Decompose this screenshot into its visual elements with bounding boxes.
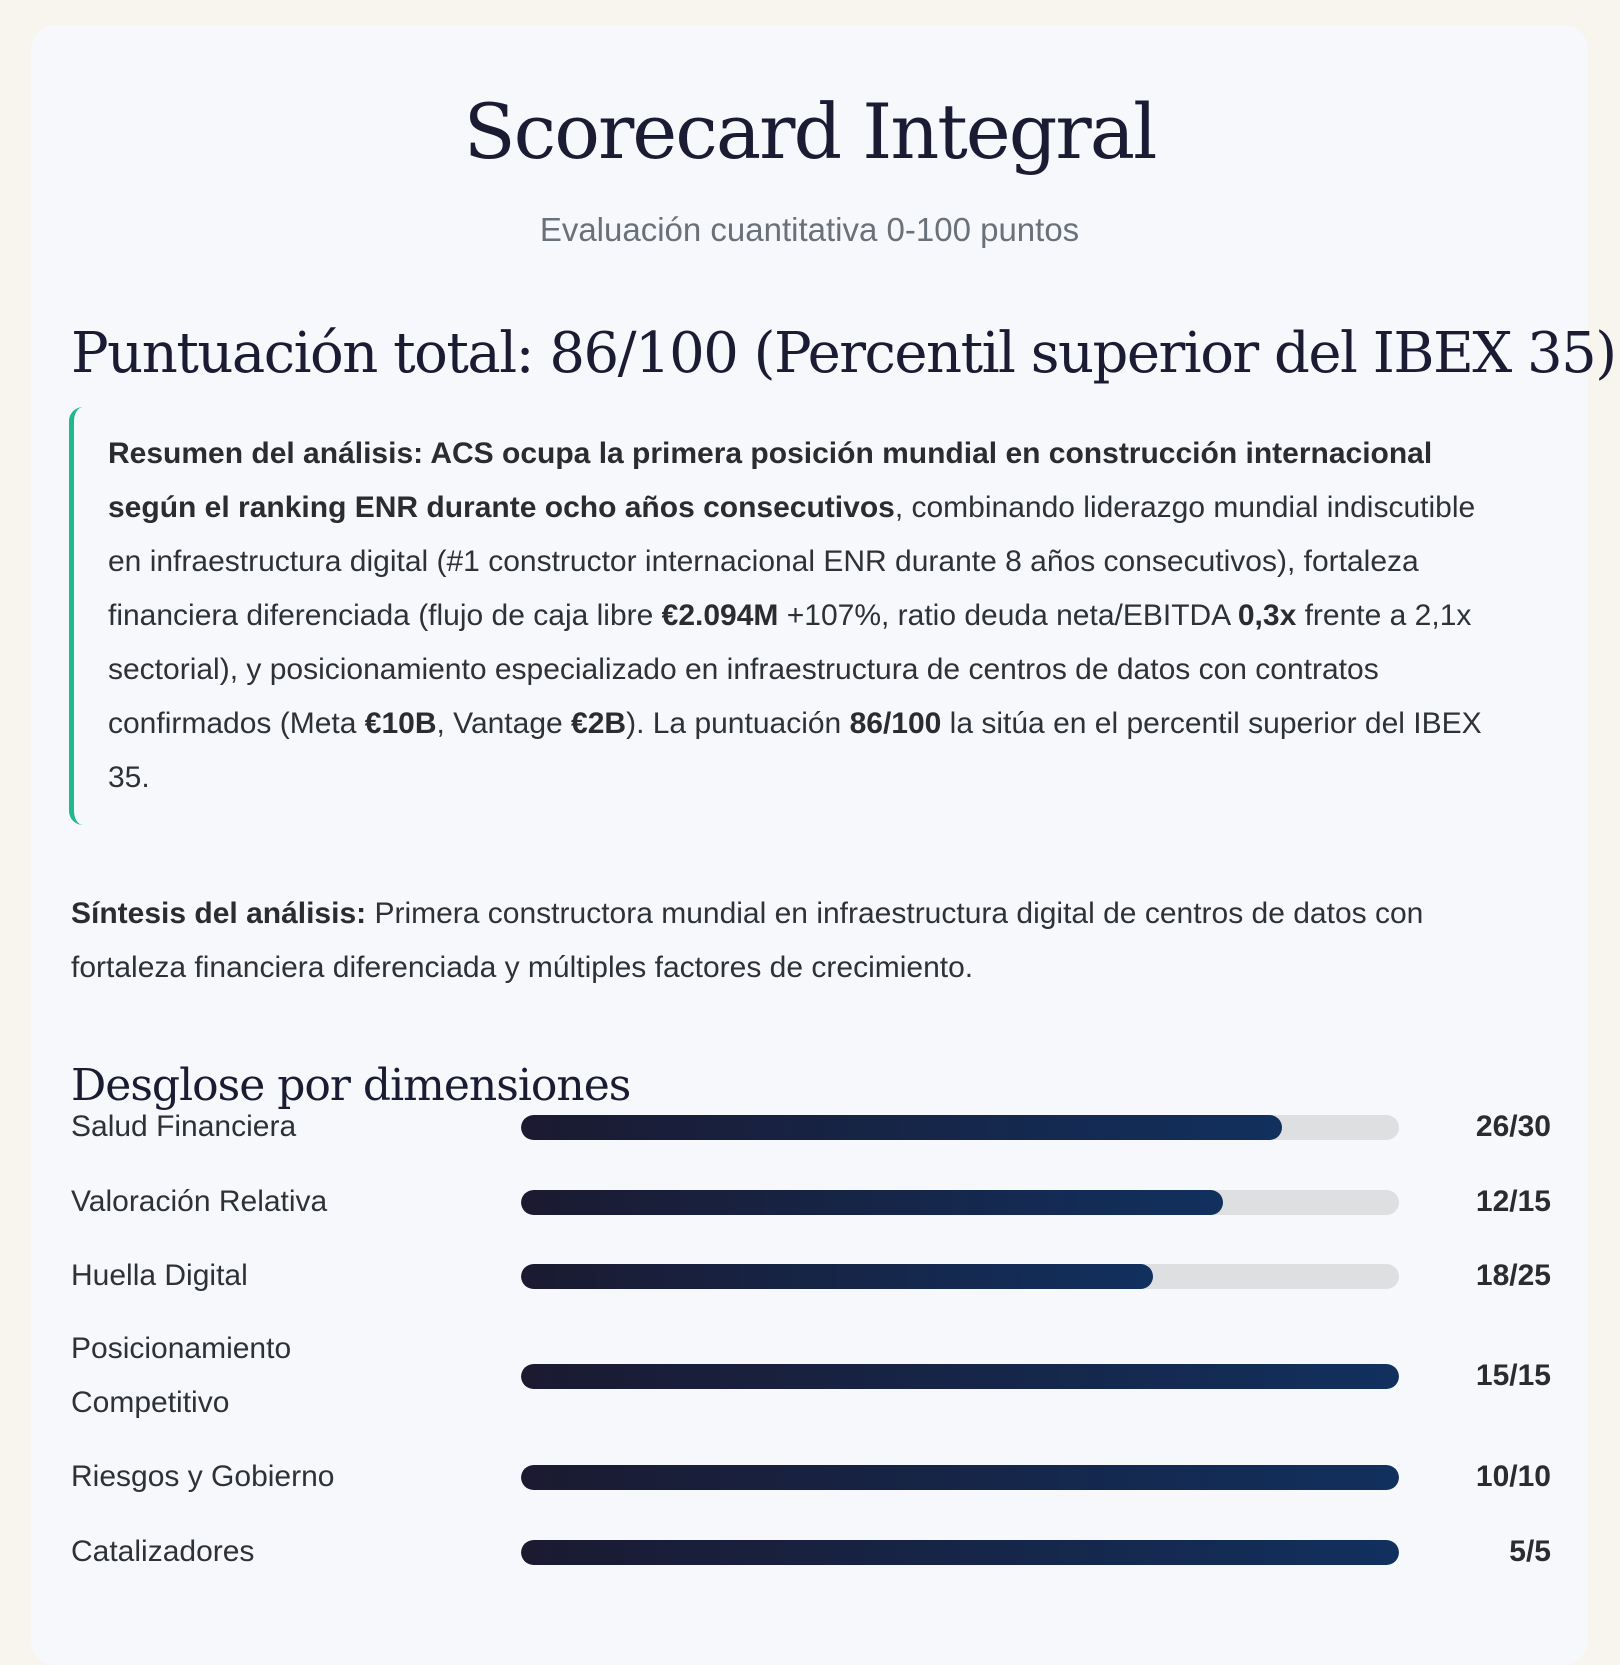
score-bar-fill — [521, 1264, 1153, 1289]
summary-text: , combinando liderazgo mundial indiscutible en infraestructura digital (#1 constructor internacional ENR durante 8 años consecutivos), fortaleza financiera diferenciada (flujo de caja libre — [108, 491, 1476, 632]
score-bar-fill — [521, 1364, 1399, 1389]
analysis-synthesis — [71, 887, 1541, 995]
score-bar-track — [521, 1540, 1399, 1565]
dimension-label: Salud Financiera — [71, 1110, 297, 1143]
summary-text: ). La puntuación — [626, 707, 850, 740]
dimension-row — [71, 1322, 1551, 1430]
dimension-label: Riesgos y Gobierno — [71, 1460, 335, 1493]
summary-vantage-contract: €2B — [571, 707, 627, 740]
summary-debt-ratio: 0,3x — [1237, 599, 1297, 632]
summary-text: , Vantage — [436, 707, 572, 740]
score-bar-fill — [521, 1115, 1282, 1140]
breakdown-title: Desglose por dimensiones — [71, 1060, 631, 1111]
dimension-label: Valoración Relativa — [71, 1185, 328, 1218]
summary-text: la sitúa en el percentil superior del IBEX 35. — [108, 707, 1482, 794]
dimension-row — [71, 1249, 1551, 1303]
dimension-score: 15/15 — [1475, 1359, 1551, 1392]
page-title: Scorecard Integral — [463, 87, 1156, 176]
dimension-label: Huella Digital — [71, 1259, 248, 1292]
summary-text: +107%, ratio deuda neta/EBITDA — [778, 599, 1238, 632]
scorecard-card — [31, 25, 1616, 1665]
summary-text: frente a 2,1x sectorial), y posicionamiento especializado en infraestructura de centros de datos con contratos confirmados (Meta — [108, 599, 1472, 740]
score-bar-fill — [521, 1540, 1399, 1565]
dimension-score: 12/15 — [1475, 1185, 1551, 1218]
dimension-row — [71, 1175, 1551, 1229]
score-bar-fill — [521, 1465, 1399, 1490]
score-bar-track — [521, 1115, 1399, 1140]
synthesis-label: Síntesis del análisis: — [71, 897, 367, 930]
score-bar-track — [521, 1465, 1399, 1490]
score-bar-track — [521, 1190, 1399, 1215]
summary-score: 86/100 — [849, 707, 942, 740]
dimension-row — [71, 1525, 1551, 1579]
score-bar-track — [521, 1264, 1399, 1289]
dimension-row — [71, 1450, 1551, 1504]
dimension-score: 18/25 — [1475, 1259, 1551, 1292]
dimension-score: 26/30 — [1475, 1110, 1551, 1143]
summary-fcf: €2.094M — [661, 599, 779, 632]
score-bar-track — [521, 1364, 1399, 1389]
dimension-label: Posicionamiento Competitivo — [71, 1332, 292, 1419]
analysis-summary-quote — [69, 407, 1539, 825]
page-subtitle: Evaluación cuantitativa 0-100 puntos — [539, 211, 1080, 248]
total-score-heading: Puntuación total: 86/100 (Percentil superior del IBEX 35) — [71, 321, 1616, 386]
dimension-score: 10/10 — [1475, 1460, 1551, 1493]
summary-meta-contract: €10B — [364, 707, 437, 740]
dimension-row — [71, 1100, 1551, 1154]
synthesis-text: Primera constructora mundial en infraestructura digital de centros de datos con fortaleza financiera diferenciada y múltiples factores de crecimiento. — [71, 897, 1424, 984]
dimension-label: Catalizadores — [71, 1535, 255, 1568]
summary-lead: Resumen del análisis: ACS ocupa la primera posición mundial en construcción internacional según el ranking ENR durante ocho años consecutivos — [108, 437, 1433, 524]
score-bar-fill — [521, 1190, 1223, 1215]
dimension-score: 5/5 — [1509, 1535, 1551, 1568]
